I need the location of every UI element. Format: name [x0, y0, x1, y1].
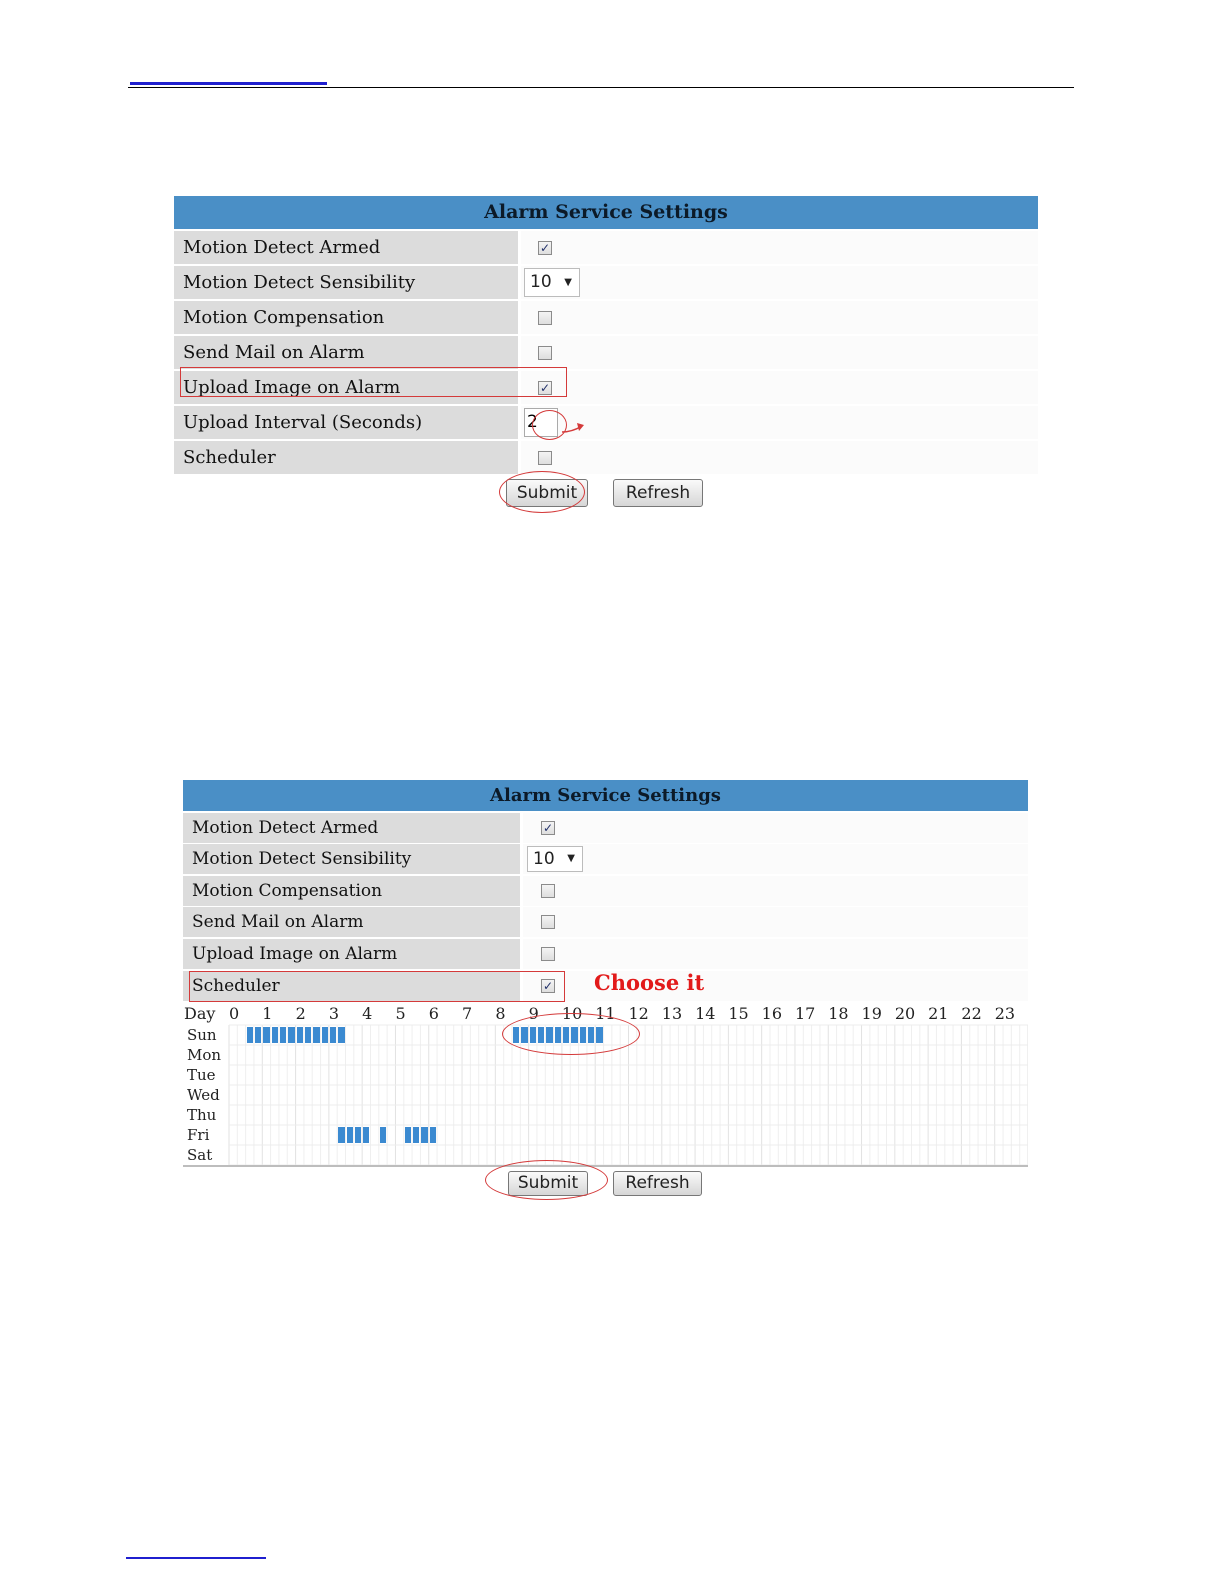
schedule-slot-selected[interactable] — [380, 1127, 386, 1143]
setting-label: Upload Image on Alarm — [174, 371, 518, 404]
setting-value-cell — [523, 939, 1028, 969]
schedule-slot-selected[interactable] — [355, 1127, 361, 1143]
highlight-upload-image — [180, 367, 567, 397]
setting-value-cell — [523, 907, 1028, 937]
header-link-underline[interactable] — [130, 82, 327, 85]
setting-label: Motion Compensation — [174, 301, 518, 334]
hour-label: 15 — [728, 1004, 749, 1023]
checkbox[interactable] — [541, 915, 555, 929]
setting-value-cell — [521, 301, 1038, 334]
setting-value-cell — [521, 406, 1038, 439]
hour-label: 11 — [595, 1004, 616, 1023]
day-label: Thu — [187, 1106, 217, 1124]
schedule-slot-selected[interactable] — [421, 1127, 427, 1143]
settings-row — [183, 844, 1028, 874]
day-label: Sun — [187, 1026, 217, 1044]
settings-row — [174, 266, 1038, 299]
hour-label: 17 — [794, 1004, 816, 1023]
hour-label: 8 — [495, 1004, 506, 1023]
hour-label: 7 — [462, 1004, 473, 1023]
day-label: Sat — [187, 1146, 213, 1164]
setting-value-cell — [523, 813, 1028, 843]
schedule-slot-selected[interactable] — [280, 1027, 286, 1043]
panel-title: Alarm Service Settings — [183, 780, 1028, 811]
settings-row — [174, 441, 1038, 474]
schedule-slot-selected[interactable] — [297, 1027, 303, 1043]
setting-label: Scheduler — [174, 441, 518, 474]
settings-row — [183, 939, 1028, 969]
day-label: Fri — [187, 1126, 210, 1144]
day-label: Mon — [187, 1046, 222, 1064]
hour-label: 3 — [328, 1004, 340, 1023]
select-value: 10 — [530, 272, 552, 292]
setting-label: Motion Compensation — [183, 876, 520, 906]
hour-label: 21 — [928, 1004, 949, 1023]
highlight-sunday-slots — [502, 1013, 640, 1055]
settings-row — [174, 301, 1038, 334]
schedule-slot-selected[interactable] — [313, 1027, 319, 1043]
sensibility-select[interactable] — [527, 846, 583, 872]
checkbox[interactable]: ✓ — [539, 381, 551, 395]
schedule-slot-selected[interactable] — [247, 1027, 253, 1043]
setting-value-cell — [521, 371, 1038, 404]
schedule-slot-selected[interactable] — [430, 1127, 436, 1143]
hour-label: 1 — [262, 1004, 273, 1023]
hour-label: 5 — [395, 1004, 406, 1023]
arrow-icon — [560, 418, 590, 438]
panel-title: Alarm Service Settings — [174, 196, 1038, 229]
hour-label: 10 — [561, 1004, 583, 1023]
schedule-slot-selected[interactable] — [288, 1027, 294, 1043]
checkbox[interactable] — [538, 311, 552, 325]
header-rule — [128, 87, 1074, 88]
schedule-slot-selected[interactable] — [363, 1127, 369, 1143]
select-value: 10 — [533, 849, 555, 870]
setting-label: Motion Detect Sensibility — [174, 266, 518, 299]
schedule-slot-selected[interactable] — [263, 1027, 269, 1043]
hour-label: 19 — [861, 1004, 882, 1023]
schedule-slot-selected[interactable] — [347, 1127, 353, 1143]
hour-label: 16 — [761, 1004, 783, 1023]
hour-label: 6 — [428, 1004, 439, 1023]
choose-it-annotation: Choose it — [594, 970, 705, 995]
setting-value-cell — [521, 336, 1038, 369]
checkbox[interactable]: ✓ — [542, 820, 554, 835]
setting-label: Send Mail on Alarm — [183, 907, 520, 937]
schedule-slot-selected[interactable] — [405, 1127, 411, 1143]
schedule-slot-selected[interactable] — [305, 1027, 311, 1043]
setting-value-cell — [523, 876, 1028, 906]
day-label: Wed — [187, 1086, 220, 1104]
schedule-slot-selected[interactable] — [255, 1027, 261, 1043]
setting-label: Motion Detect Armed — [183, 813, 520, 843]
checkbox[interactable] — [541, 884, 555, 898]
chevron-down-icon: ▼ — [564, 277, 572, 288]
checkbox[interactable]: ✓ — [539, 241, 551, 255]
hour-label: 23 — [994, 1004, 1016, 1023]
footer-link-underline[interactable] — [126, 1557, 266, 1559]
hour-label: 4 — [362, 1004, 373, 1023]
hour-label: 22 — [961, 1004, 982, 1023]
settings-row — [174, 406, 1038, 439]
hour-label: 0 — [229, 1004, 240, 1023]
submit-button[interactable]: Submit — [506, 479, 588, 507]
day-column-header: Day — [184, 1004, 216, 1023]
settings-row — [174, 336, 1038, 369]
schedule-slot-selected[interactable] — [272, 1027, 278, 1043]
schedule-slot-selected[interactable] — [330, 1027, 336, 1043]
upload-interval-input[interactable]: 2 — [524, 408, 558, 437]
setting-label: Scheduler — [183, 971, 520, 1001]
schedule-slot-selected[interactable] — [413, 1127, 419, 1143]
hour-label: 9 — [528, 1004, 539, 1023]
hour-label: 18 — [828, 1004, 849, 1023]
alarm-settings-panel-1 — [174, 196, 1038, 474]
schedule-slot-selected[interactable] — [322, 1027, 328, 1043]
checkbox[interactable]: ✓ — [542, 978, 554, 993]
settings-row — [183, 876, 1028, 906]
settings-row — [174, 231, 1038, 264]
setting-value-cell — [521, 231, 1038, 264]
refresh-button-2[interactable]: Refresh — [613, 1171, 702, 1196]
hour-label: 20 — [894, 1004, 916, 1023]
day-label: Tue — [187, 1066, 216, 1084]
setting-label: Upload Image on Alarm — [183, 939, 520, 969]
sensibility-select[interactable] — [524, 268, 580, 297]
checkbox[interactable] — [538, 451, 552, 465]
settings-row — [183, 813, 1028, 843]
setting-label: Motion Detect Armed — [174, 231, 518, 264]
hour-label: 2 — [295, 1004, 306, 1023]
highlight-submit-2 — [485, 1160, 608, 1200]
schedule-slot-selected[interactable] — [338, 1127, 344, 1143]
hour-label: 12 — [628, 1004, 649, 1023]
checkbox[interactable] — [538, 346, 552, 360]
settings-row — [183, 907, 1028, 937]
submit-button-2[interactable]: Submit — [508, 1171, 588, 1196]
refresh-button[interactable]: Refresh — [613, 479, 703, 507]
alarm-settings-panel-2 — [183, 780, 1028, 1001]
setting-value-cell — [521, 266, 1038, 299]
hour-label: 13 — [661, 1004, 683, 1023]
schedule-slot-selected[interactable] — [338, 1027, 344, 1043]
checkbox[interactable] — [541, 947, 555, 961]
setting-value-cell — [523, 844, 1028, 874]
chevron-down-icon: ▼ — [567, 853, 575, 865]
highlight-submit — [499, 471, 585, 513]
setting-label: Upload Interval (Seconds) — [174, 406, 518, 439]
setting-value-cell — [521, 441, 1038, 474]
setting-label: Send Mail on Alarm — [174, 336, 518, 369]
setting-label: Motion Detect Sensibility — [183, 844, 520, 874]
hour-label: 14 — [695, 1004, 716, 1023]
highlight-scheduler — [189, 971, 565, 1002]
